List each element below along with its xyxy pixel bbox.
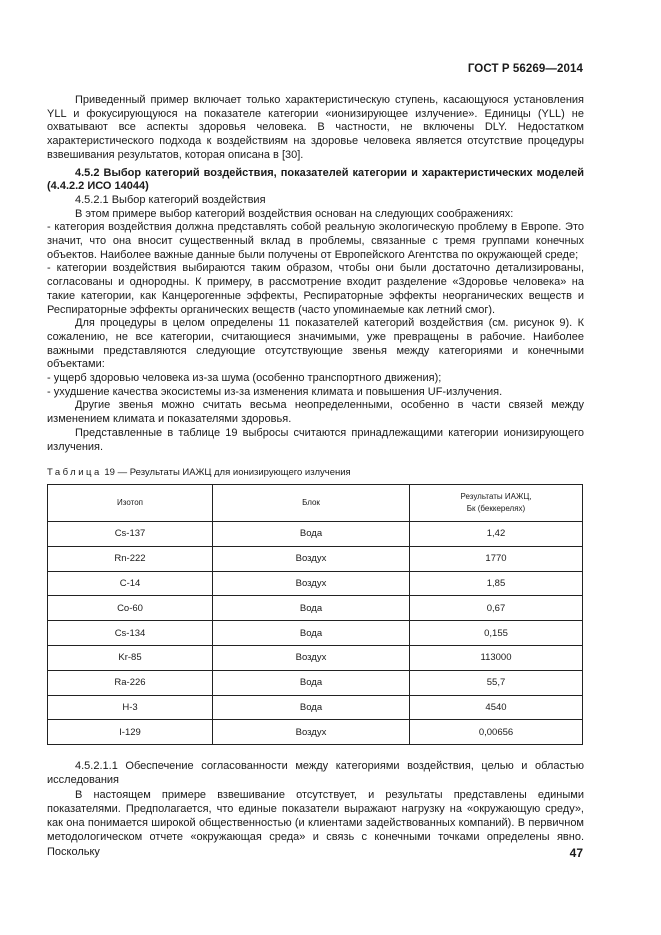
block-cell: Воздух — [213, 720, 410, 745]
main-text — [47, 94, 584, 454]
list-item: - категории воздействия выбираются таким образом, чтобы они были достаточно детализированы, согласованы и однородны. К примеру, в рассмотрение входит разделение «Здоровье человека» на такие категории, как Канцерогенные эффекты, Респираторные эффекты неорганических веществ и Респираторные эффекты органических веществ (часто упоминаемые как летний смог). — [47, 262, 584, 316]
table-row — [48, 621, 583, 646]
table-row — [48, 720, 583, 745]
table-header-row — [48, 485, 583, 522]
table-row — [48, 670, 583, 695]
block-cell: Воздух — [213, 645, 410, 670]
list-item: - ущерб здоровью человека из-за шума (особенно транспортного движения); — [47, 372, 442, 385]
result-cell: 1,85 — [410, 571, 583, 596]
isotope-cell: Ra-226 — [48, 670, 213, 695]
block-cell: Вода — [213, 670, 410, 695]
post-table-text — [47, 759, 584, 859]
result-cell: 1,42 — [410, 522, 583, 547]
subsection-heading: 4.5.2.1 Выбор категорий воздействия — [75, 193, 266, 206]
table-row — [48, 596, 583, 621]
block-cell: Воздух — [213, 546, 410, 571]
table-row — [48, 522, 583, 547]
list-item: - ухудшение качества экосистемы из-за изменения климата и повышения UF-излучения. — [47, 385, 503, 398]
result-cell: 113000 — [410, 645, 583, 670]
isotope-cell: Kr-85 — [48, 645, 213, 670]
block-cell: Вода — [213, 621, 410, 646]
table-caption-text: 19 — Результаты ИАЖЦ для ионизирующего излучения — [104, 467, 351, 478]
header-results-line2: Бк (беккерелях) — [466, 504, 526, 513]
standard-number: ГОСТ Р 56269—2014 — [467, 63, 583, 75]
table-row — [48, 695, 583, 720]
paragraph: Другие звенья можно считать весьма неопределенными, особенно в части связей между изменением климата и показателями здоровья. — [47, 399, 584, 426]
block-cell: Вода — [213, 695, 410, 720]
isotope-cell: C-14 — [48, 571, 213, 596]
page-number: 47 — [569, 846, 583, 860]
isotope-cell: Rn-222 — [48, 546, 213, 571]
paragraph: Представленные в таблице 19 выбросы считаются принадлежащими категории ионизирующего излучения. — [47, 426, 584, 453]
header-isotope: Изотоп — [48, 485, 213, 522]
table-caption — [47, 467, 351, 478]
table-caption-label: Таблица — [47, 467, 102, 478]
header-block: Блок — [213, 485, 410, 522]
isotope-cell: Cs-134 — [48, 621, 213, 646]
paragraph: В этом примере выбор категорий воздействия основан на следующих соображениях: — [75, 207, 514, 220]
isotope-cell: Cs-137 — [48, 522, 213, 547]
paragraph: Для процедуры в целом определены 11 показателей категорий воздействия (см. рисунок 9). К сожалению, не все категории, считающиеся значимыми, уже превращены в рабочие. Наиболее важными представляются следующие отсутствующие звенья между категориями и конечными объектами: — [47, 317, 584, 371]
results-table — [47, 484, 583, 745]
block-cell: Вода — [213, 596, 410, 621]
block-cell: Вода — [213, 522, 410, 547]
list-item: - категория воздействия должна представлять собой реальную экологическую проблему в Европе. Это значит, что она вносит существенный вклад в проблемы, связанные с тремя группами конечных объектов. Наиболее важные данные были получены от Европейского Агентства по окружающей среде; — [47, 221, 584, 261]
result-cell: 0,67 — [410, 596, 583, 621]
table-row — [48, 571, 583, 596]
paragraph: В настоящем примере взвешивание отсутствует, и результаты представлены едиными показателями. Предполагается, что единые показатели выражают нагрузку на «окружающую среду», как она понимается широкой общественностью (и клиентами задействованных компаний). В первичном методологическом отчете «окружающая среда» и связь с конечными точками определены явно. Поскольку — [47, 788, 584, 858]
section-heading: 4.5.2 Выбор категорий воздействия, показателей категории и характеристических моделей (4.4.2.2 ИСО 14044) — [47, 166, 584, 193]
subsection-heading: 4.5.2.1.1 Обеспечение согласованности между категориями воздействия, целью и областью исследования — [47, 760, 584, 787]
paragraph: Приведенный пример включает только характеристическую ступень, касающуюся установления YLL и фокусирующуюся на показателе категории «ионизирующее излучение». Единицы (YLL) не охватывают все аспекты здоровья человека. В частности, не включены DLY. Недостатком характеристического подхода к воздействиям на здоровье человека является отсутствие процедуры взвешивания результатов, которая описана в [30]. — [47, 94, 584, 161]
result-cell: 55,7 — [410, 670, 583, 695]
header-results — [410, 485, 583, 522]
header-results-line1: Результаты ИАЖЦ, — [460, 492, 532, 501]
isotope-cell: H-3 — [48, 695, 213, 720]
result-cell: 0,155 — [410, 621, 583, 646]
block-cell: Воздух — [213, 571, 410, 596]
isotope-cell: I-129 — [48, 720, 213, 745]
result-cell: 1770 — [410, 546, 583, 571]
result-cell: 0,00656 — [410, 720, 583, 745]
table-row — [48, 645, 583, 670]
result-cell: 4540 — [410, 695, 583, 720]
isotope-cell: Co-60 — [48, 596, 213, 621]
table-row — [48, 546, 583, 571]
